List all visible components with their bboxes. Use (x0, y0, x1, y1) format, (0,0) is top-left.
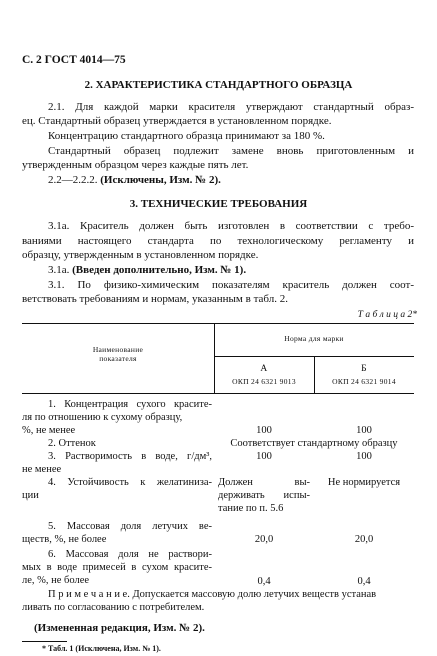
table-cell-a: 20,0 (254, 534, 274, 545)
footnote: * Табл. 1 (Исключена, Изм. № 1). (42, 644, 161, 653)
exclusion-note: (Исключены, Изм. № 2). (100, 174, 221, 186)
section-2-p4 (48, 173, 221, 188)
table-caption: Т а б л и ц а 2* (357, 310, 417, 320)
column-header-a-letter: А (260, 364, 268, 374)
section-2-title: 2. ХАРАКТЕРИСТИКА СТАНДАРТНОГО ОБРАЗЦА (84, 79, 353, 91)
table-row-name: 3. Растворимость в воде, г/дм³, не менее (22, 451, 212, 475)
table-row-name: 6. Массовая доля не раствори- мых в воде примесей в сухом красите- ле, %, не более (22, 549, 212, 586)
table-cell-b: 100 (356, 451, 372, 462)
note-label: П р и м е ч а н и е. (48, 589, 130, 600)
amendment-note: (Измененная редакция, Изм. № 2). (34, 622, 205, 634)
table-header-bottom-rule (22, 393, 414, 394)
column-header-b-code: ОКП 24 6321 9014 (332, 377, 396, 386)
footnote-rule (22, 641, 67, 642)
column-header-b-letter: Б (361, 364, 367, 374)
section-3-p3-line1: 3.1. По физико-химическим показателям краситель должен соот- (48, 279, 414, 291)
section-3-p1-line2: ваниями настоящего стандарта по технологическому регламенту и (22, 235, 414, 247)
table-cell-a: 100 (256, 451, 272, 462)
section-3-p3-line2: ветствовать требованиям и нормам, указанным в табл. 2. (22, 293, 288, 305)
table-cell-merged: Соответствует стандартному образцу (230, 438, 398, 449)
section-2-p3-line1: Стандартный образец подлежит замене вновь приготовленным и (48, 145, 414, 157)
section-2-p1-line2: ец. Стандартный образец утверждается в установленном порядке. (22, 115, 332, 127)
clause-number: 2.2—2.2.2. (48, 174, 98, 186)
column-header-name: Наименование показателя (92, 345, 144, 363)
table-cell-b: 100 (356, 425, 372, 436)
table-cell-a: Должен вы- держивать испы- тание по п. 5.6 (218, 477, 310, 514)
note-text: Допускается массовую долю летучих веществ устанав (129, 589, 377, 600)
table-cell-b: Не нормируется (327, 477, 401, 488)
section-2-p3-line2: утвержденным образцом через каждые пять лет. (22, 159, 249, 171)
table-cell-a: 100 (256, 425, 272, 436)
table-row-name: 4. Устойчивость к желатинизa- ции (22, 477, 212, 501)
section-3-p1-line1: 3.1а. Краситель должен быть изготовлен в соответствии с требо- (48, 220, 414, 232)
table-row-name: 2. Оттенок (48, 438, 96, 449)
table-note-line2: ливать по согласованию с потребителем. (22, 602, 205, 613)
addition-note: (Введен дополнительно, Изм. № 1). (72, 264, 247, 276)
table-vertical-rule (314, 356, 315, 393)
section-3-p1-line3: образцу, утвержденным в установленном порядке. (22, 249, 259, 261)
table-header-inner-rule (214, 356, 414, 357)
section-3-p2 (48, 263, 246, 278)
page-header: С. 2 ГОСТ 4014—75 (22, 54, 126, 66)
table-top-rule (22, 323, 414, 324)
section-3-title: 3. ТЕХНИЧЕСКИЕ ТРЕБОВАНИЯ (129, 198, 308, 210)
column-header-norm: Норма для марки (284, 334, 344, 343)
table-cell-b: 0,4 (357, 576, 371, 587)
table-cell-b: 20,0 (354, 534, 374, 545)
table-note-line1 (48, 589, 414, 600)
column-header-a-code: ОКП 24 6321 9013 (232, 377, 296, 386)
table-row-name: 1. Концентрация сухого красите- ля по отношению к сухому образцу, %, не менее (22, 399, 212, 436)
table-cell-a: 0,4 (257, 576, 271, 587)
clause-number: 3.1а. (48, 264, 70, 276)
section-2-p1-line1: 2.1. Для каждой марки красителя утверждают стандартный образ- (48, 101, 414, 113)
table-row-name: 5. Массовая доля летучих ве- ществ, %, не более (22, 521, 212, 545)
section-2-p2: Концентрацию стандартного образца принимают за 180 %. (48, 130, 325, 142)
